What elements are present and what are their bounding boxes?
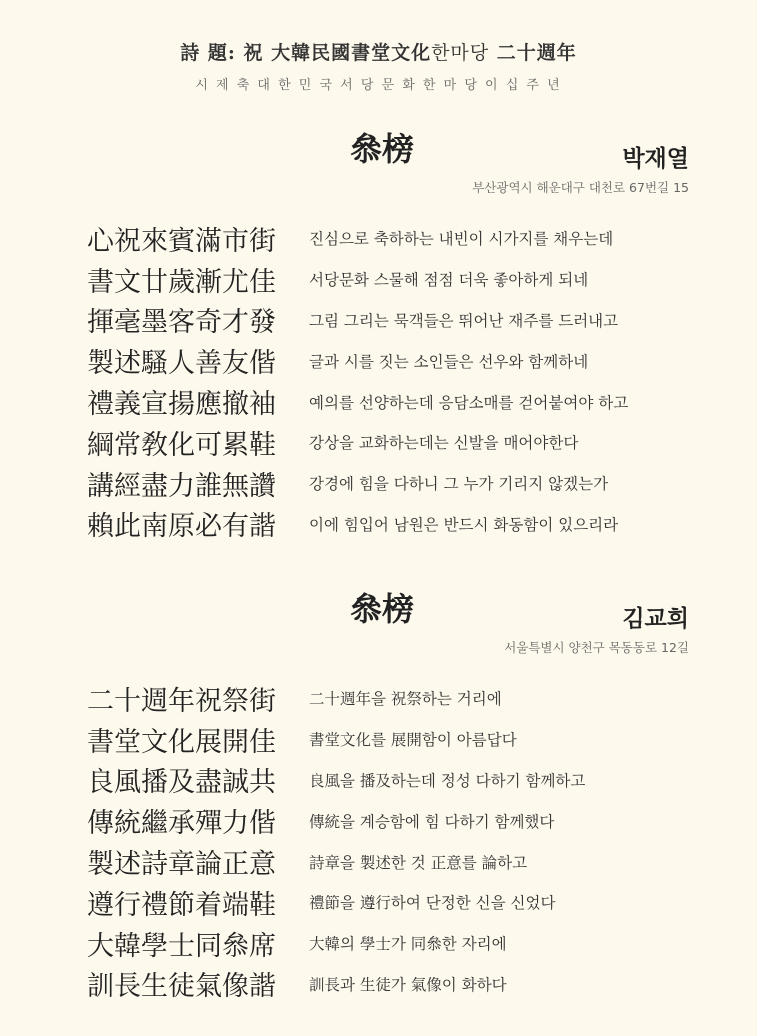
rank-label: 叅榜 [350, 590, 415, 628]
korean-translation: 예의를 선양하는데 응담소매를 걷어붙여야 하고 [309, 393, 629, 412]
korean-translation: 傳統을 계승함에 힘 다하기 함께했다 [309, 812, 555, 831]
poem-line [87, 841, 585, 882]
rank-label: 叅榜 [350, 130, 415, 168]
korean-translation: 강경에 힘을 다하니 그 누가 기리지 않겠는가 [309, 475, 609, 494]
hanja-text: 大韓學士同叅席 [87, 930, 276, 962]
korean-translation: 서당문화 스물해 점점 더욱 좋아하게 되네 [309, 271, 589, 290]
hanja-text: 良風播及盡誠共 [87, 767, 276, 799]
topic-end: 二十週年 [489, 42, 577, 64]
hanja-text: 心祝來賓滿市街 [87, 225, 276, 257]
poem-line [87, 259, 628, 300]
hanja-text: 書文廿歲漸尤佳 [87, 266, 276, 298]
poem-line [87, 800, 585, 841]
hanja-text: 講經盡力誰無讚 [87, 470, 276, 502]
korean-translation: 大韓의 學士가 同叅한 자리에 [309, 935, 507, 954]
poem-line [87, 678, 585, 719]
korean-translation: 書堂文化를 展開함이 아름답다 [309, 731, 517, 750]
poem-lines [87, 218, 628, 544]
poem-line [87, 463, 628, 504]
korean-translation: 詩章을 製述한 것 正意를 論하고 [309, 853, 528, 872]
hanja-text: 訓長生徒氣像諧 [87, 971, 276, 1003]
hanja-text: 綱常敎化可累鞋 [87, 429, 276, 461]
hanja-text: 禮義宣揚應撤袖 [87, 389, 276, 421]
korean-translation: 진심으로 축하하는 내빈이 시가지를 채우는데 [309, 230, 614, 249]
korean-translation: 禮節을 遵行하여 단정한 신을 신었다 [309, 894, 556, 913]
hanja-text: 二十週年祝祭街 [87, 685, 276, 717]
poem-line [87, 760, 585, 801]
author-address: 부산광역시 해운대구 대천로 67번길 15 [472, 180, 689, 195]
korean-translation: 訓長과 生徒가 氣像이 화하다 [309, 975, 507, 994]
poem-line [87, 218, 628, 259]
hanja-text: 揮毫墨客奇才發 [87, 307, 276, 339]
korean-translation: 강상을 교화하는데는 신발을 매어야한다 [309, 434, 579, 453]
hanja-text: 傳統繼承殫力偕 [87, 808, 276, 840]
hanja-text: 遵行禮節着端鞋 [87, 889, 276, 921]
hanja-text: 製述詩章論正意 [87, 849, 276, 881]
hanja-text: 書堂文化展開佳 [87, 726, 276, 758]
author-address: 서울특별시 양천구 목동동로 12길 [504, 640, 689, 655]
topic-hanja: 詩 題: 祝 大韓民國書堂文化 [180, 42, 432, 64]
hanja-text: 製述騷人善友偕 [87, 348, 276, 380]
poem-line [87, 422, 628, 463]
poem-line [87, 504, 628, 545]
poem-lines [87, 678, 585, 1004]
korean-translation: 二十週年을 祝祭하는 거리에 [309, 690, 502, 709]
poem-line [87, 719, 585, 760]
author-name: 김교희 [622, 606, 689, 632]
poem-topic-reading: 시 제 축 대 한 민 국 서 당 문 화 한 마 당 이 십 주 년 [195, 78, 562, 93]
poem-line [87, 381, 628, 422]
poem-topic-title [0, 38, 757, 65]
author-name: 박재열 [622, 146, 689, 172]
topic-korean: 한마당 [431, 42, 490, 64]
poem-line [87, 882, 585, 923]
korean-translation: 良風을 播及하는데 정성 다하기 함께하고 [309, 771, 586, 790]
poem-line [87, 964, 585, 1005]
korean-translation: 이에 힘입어 남원은 반드시 화동함이 있으리라 [309, 515, 619, 534]
hanja-text: 賴此南原必有諧 [87, 511, 276, 543]
poem-line [87, 300, 628, 341]
korean-translation: 글과 시를 짓는 소인들은 선우와 함께하네 [309, 352, 589, 371]
korean-translation: 그림 그리는 묵객들은 뛰어난 재주를 드러내고 [309, 311, 619, 330]
poem-line [87, 340, 628, 381]
poem-line [87, 923, 585, 964]
